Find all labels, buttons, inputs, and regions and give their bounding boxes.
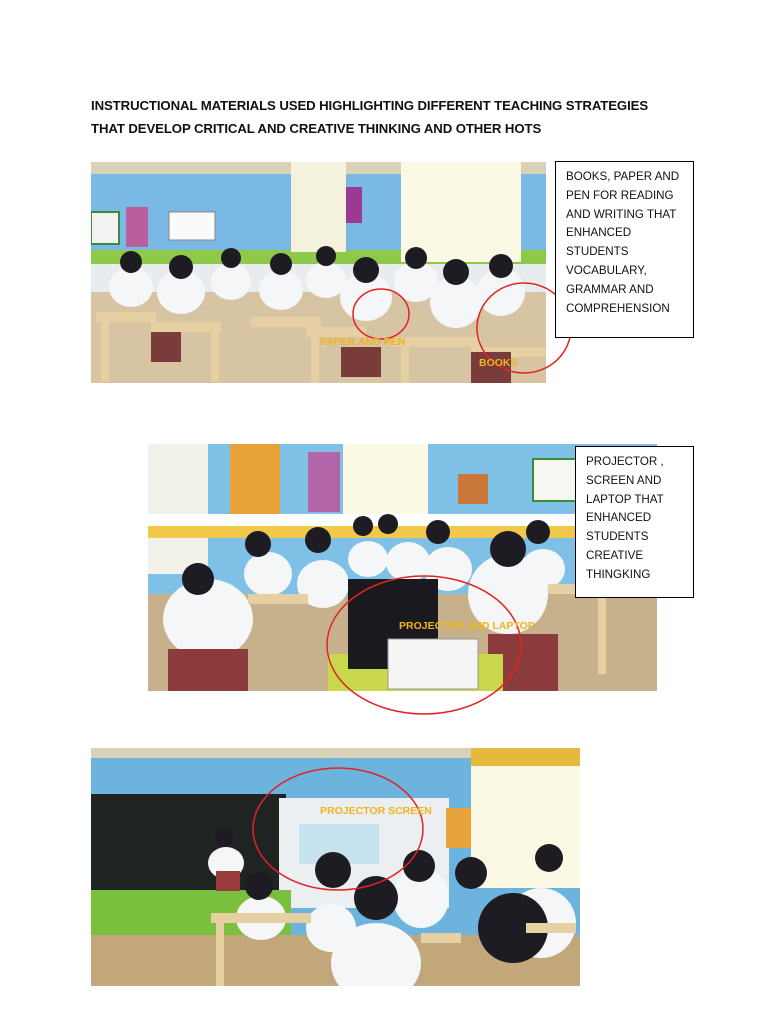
caption-line: COMPREHENSION [566,301,670,315]
caption-line: LAPTOP THAT [586,492,664,506]
highlight-ring-projector [324,573,524,717]
label-projector-and-laptop: PROJECTOR AND LAPTOP [399,620,535,632]
caption-line: VOCABULARY, [566,263,647,277]
title-line-1: INSTRUCTIONAL MATERIALS USED HIGHLIGHTING DIFFERENT TEACHING STRATEGIES [91,98,649,113]
caption-line: STUDENTS [566,245,629,259]
caption-line: GRAMMAR AND [566,282,654,296]
caption-line: ENHANCED [586,511,652,525]
label-books: BOOKS [479,357,518,369]
caption-line: AND WRITING THAT [566,207,677,221]
highlight-ring-screen [251,766,425,892]
caption-line: CREATIVE [586,548,644,562]
highlight-ring-paper [351,287,411,341]
caption-line: THINGKING [586,567,651,581]
caption-line: STUDENTS [586,530,649,544]
label-projector-screen: PROJECTOR SCREEN [320,805,432,817]
page-title [91,94,731,140]
label-paper-and-pen: PAPER AND PEN [320,336,406,348]
caption-box-books [555,161,694,338]
caption-line: BOOKS, PAPER AND [566,170,680,183]
title-line-2: THAT DEVELOP CRITICAL AND CREATIVE THINKING AND OTHER HOTS [91,121,542,136]
caption-line: PEN FOR READING [566,188,674,202]
caption-line: ENHANCED [566,226,632,240]
caption-line: PROJECTOR , [586,455,664,468]
caption-line: SCREEN AND [586,473,662,487]
caption-box-projector [575,446,694,598]
